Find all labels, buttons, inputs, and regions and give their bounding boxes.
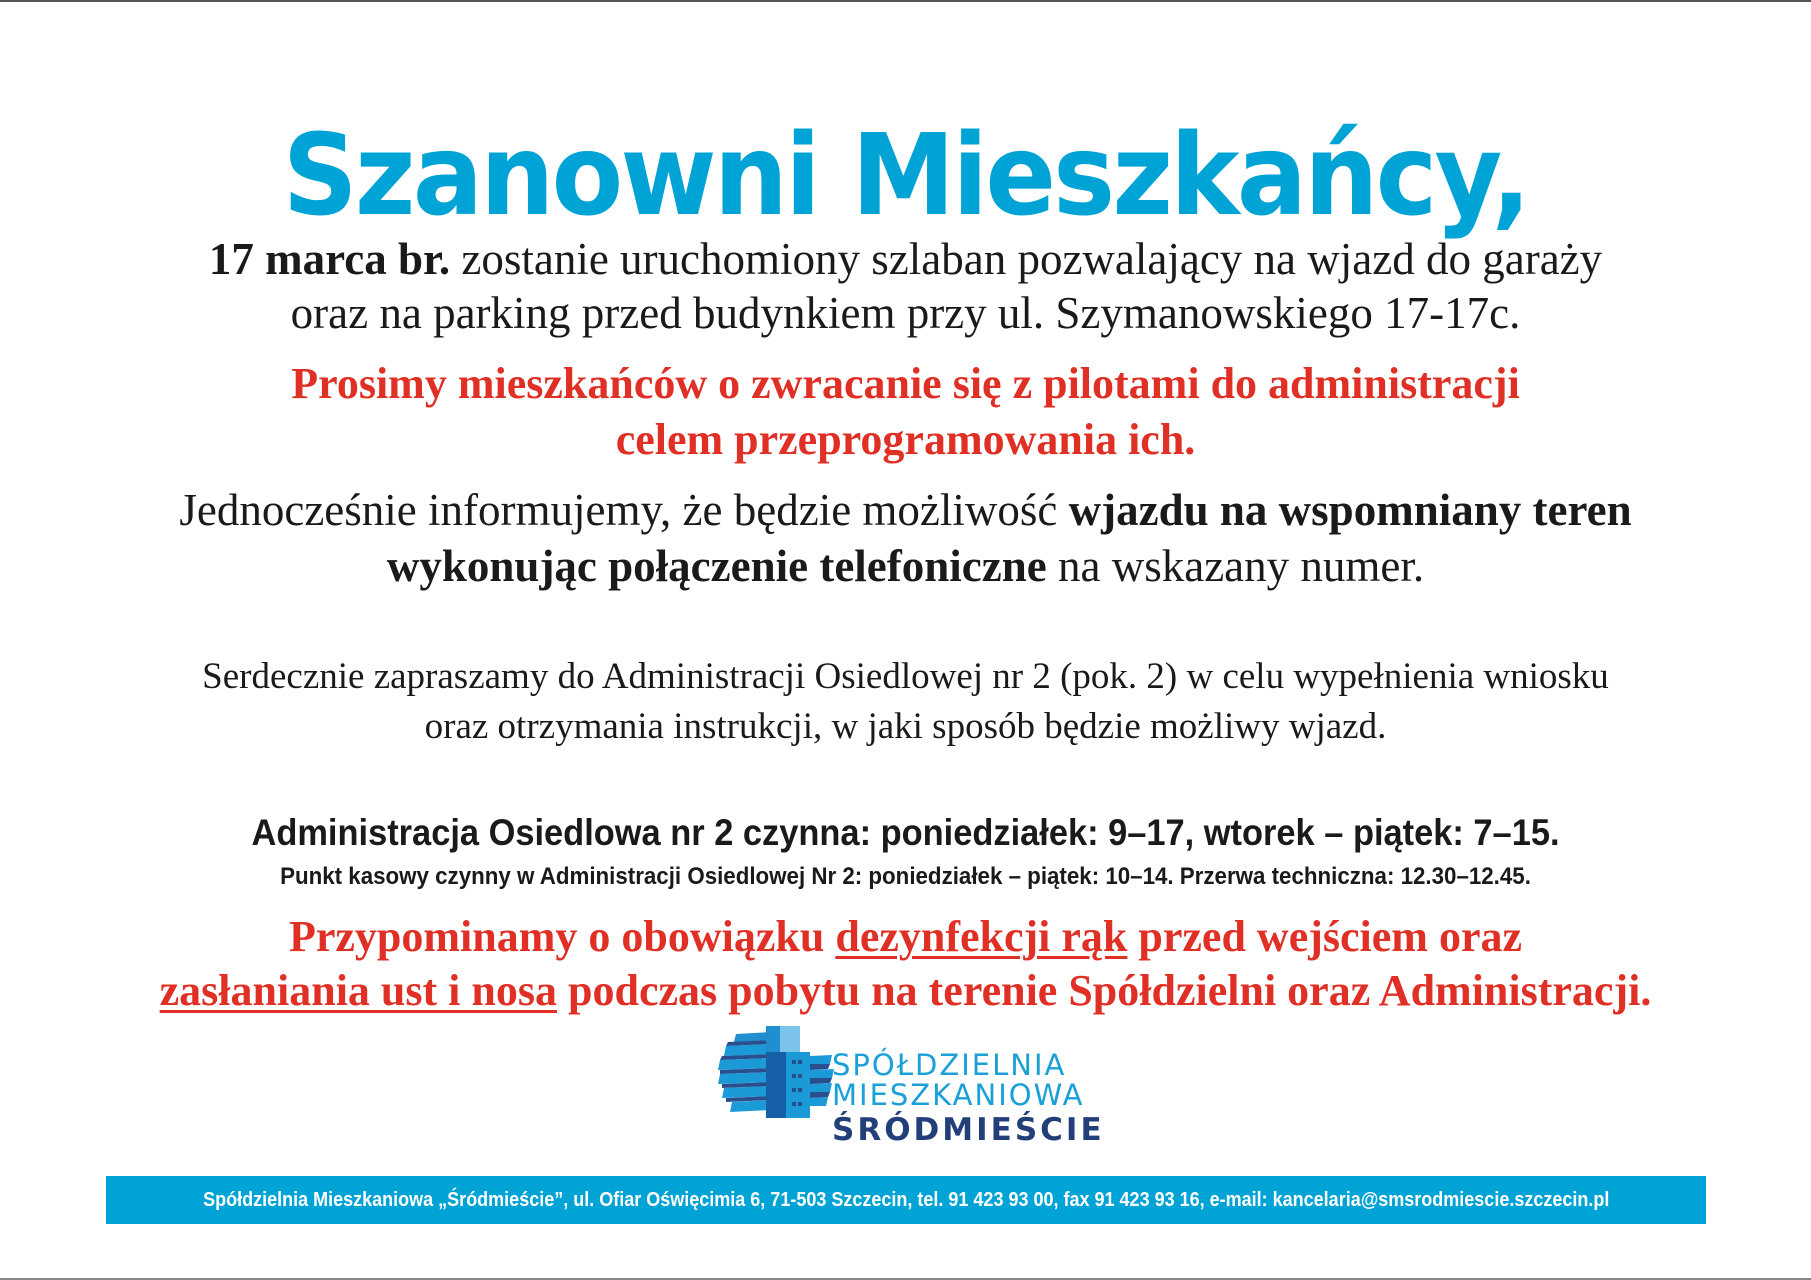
info-line-1 xyxy=(0,482,1811,538)
invitation-line-1: Serdecznie zapraszamy do Administracji Osiedlowej nr 2 (pok. 2) w celu wypełnienia wniosku xyxy=(202,656,1609,697)
announcement-date: 17 marca br. xyxy=(208,234,451,284)
reminder-underlined-hands: dezynfekcji rąk xyxy=(835,912,1128,961)
announcement-line-1 xyxy=(0,232,1811,286)
announcement-text: zostanie uruchomiony szlaban pozwalający na wjazd do garaży xyxy=(450,234,1603,284)
invitation-paragraph xyxy=(0,652,1811,752)
reminder-text-2: podczas pobytu na terenie Spółdzielni oraz Administracji. xyxy=(557,966,1652,1015)
request-line-1: Prosimy mieszkańców o zwracanie się z pilotami do administracji xyxy=(291,359,1520,408)
request-line-2: celem przeprogramowania ich. xyxy=(615,415,1196,464)
cashier-hours: Punkt kasowy czynny w Administracji Osiedlowej Nr 2: poniedziałek – piątek: 10–14. Przerwa techniczna: 12.30–12.45. xyxy=(280,863,1531,890)
announcement-paragraph xyxy=(0,232,1811,340)
info-emphasis: wjazdu na wspomniany teren xyxy=(1068,485,1632,535)
contact-footer-bar xyxy=(106,1176,1706,1224)
top-border xyxy=(0,0,1811,2)
office-hours: Administracja Osiedlowa nr 2 czynna: poniedziałek: 9–17, wtorek – piątek: 7–15. xyxy=(251,812,1560,853)
info-text: Jednocześnie informujemy, że będzie możliwość xyxy=(179,485,1069,535)
reminder-underlined-mask: zasłaniania ust i nosa xyxy=(159,966,557,1015)
reminder-line-1 xyxy=(0,910,1811,964)
hygiene-reminder xyxy=(0,910,1811,1018)
reminder-line-2 xyxy=(0,964,1811,1018)
reminder-text: Przypominamy o obowiązku xyxy=(288,912,836,961)
building-icon xyxy=(714,1024,839,1124)
logo-line-1: SPÓŁDZIELNIA xyxy=(832,1048,1067,1082)
info-paragraph xyxy=(0,482,1811,594)
cooperative-logo xyxy=(714,1024,1114,1164)
logo-line-3: ŚRÓDMIEŚCIE xyxy=(832,1112,1105,1148)
request-paragraph xyxy=(0,356,1811,468)
info-text-end: na wskazany numer. xyxy=(1046,541,1425,591)
info-emphasis-phone: wykonując połączenie telefoniczne xyxy=(386,541,1047,591)
info-line-2 xyxy=(0,538,1811,594)
logo-line-2: MIESZKANIOWA xyxy=(832,1078,1085,1112)
reminder-text-end: przed wejściem oraz xyxy=(1127,912,1523,961)
page-title: Szanowni Mieszkańcy, xyxy=(282,111,1529,242)
logo-wordmark xyxy=(832,1050,1105,1150)
invitation-line-2: oraz otrzymania instrukcji, w jaki sposób będzie możliwy wjazd. xyxy=(424,706,1387,747)
contact-info: Spółdzielnia Mieszkaniowa „Śródmieście”, ul. Ofiar Oświęcimia 6, 71-503 Szczecin, tel. 91 423 93 00, fax 91 423 93 16, e-mail: kancelaria@smsrodmiescie.szczecin.pl xyxy=(202,1188,1610,1211)
announcement-line-2: oraz na parking przed budynkiem przy ul. Szymanowskiego 17-17c. xyxy=(290,288,1521,338)
